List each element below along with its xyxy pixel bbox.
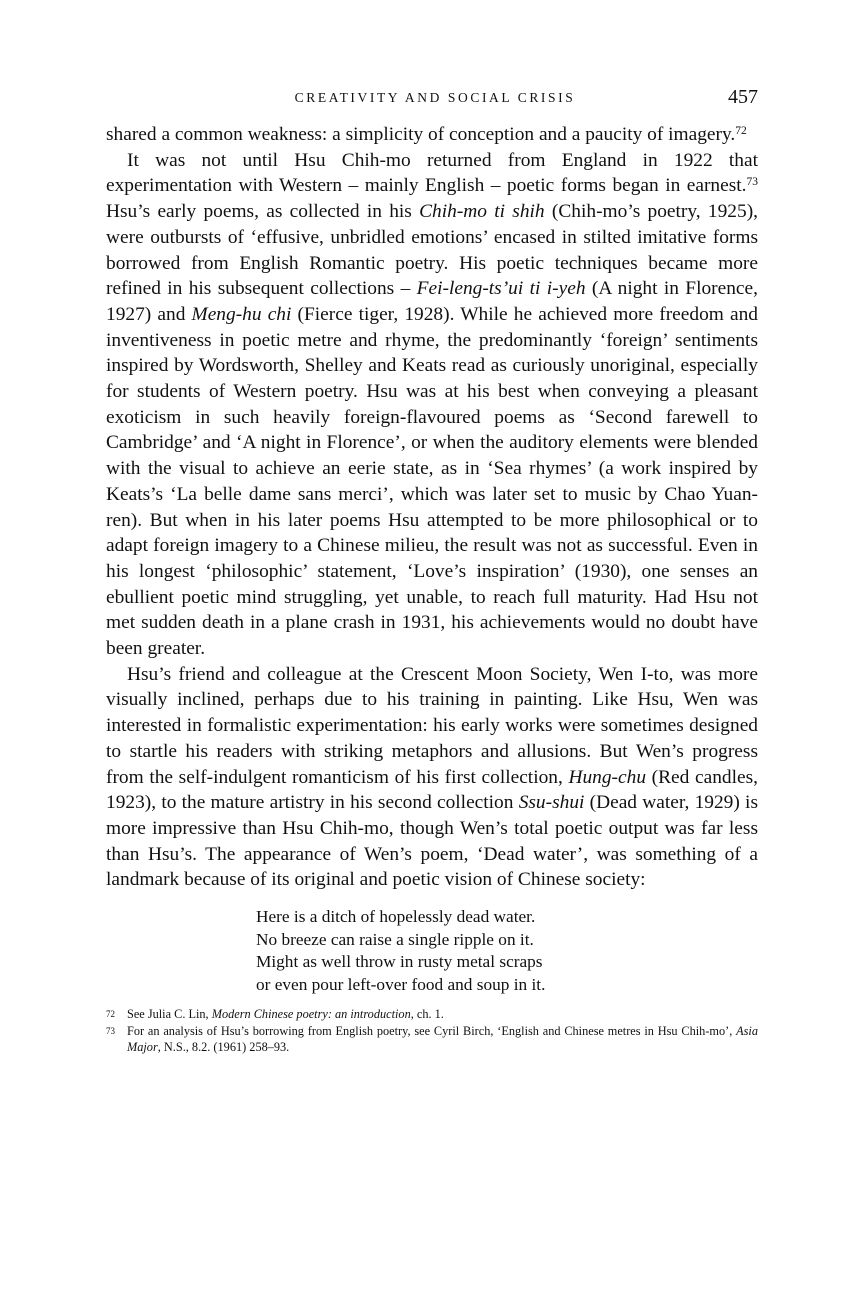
verse-line: Might as well throw in rusty metal scraps <box>256 952 543 972</box>
footnote-73 <box>106 1023 758 1056</box>
paragraph-3 <box>106 662 758 893</box>
footnotes <box>106 1006 758 1056</box>
footnote-text: See Julia C. Lin, <box>127 1007 212 1022</box>
book-title-chih-mo-ti-shih: Chih-mo ti shih <box>419 201 545 223</box>
paragraph-2-text-a: It was not until Hsu Chih-mo returned from England in 1922 that experimentation with Western – mainly English – poetic forms began in earnest. <box>106 149 758 197</box>
verse-line: Here is a ditch of hopelessly dead water. <box>256 907 536 927</box>
paragraph-1-text: shared a common weakness: a simplicity of conception and a paucity of imagery. <box>106 124 736 145</box>
page <box>106 86 758 1056</box>
paragraph-2-text-e: (Fierce tiger, 1928). While he achieved more freedom and inventiveness in poetic metre and rhyme, the predominantly ‘foreign’ sentiments inspired by Wordsworth, Shelley and Keats read as curiously unoriginal, especially for students of Western poetry. Hsu was at his best when conveying a pleasant exoticism in such heavily foreign-flavoured poems as ‘Second farewell to Cambridge’ and ‘A night in Florence’, or when the auditory elements were blended with the visual to achieve an eerie state, as in ‘Sea rhymes’ (a work inspired by Keats’s ‘La belle dame sans merci’, which was later set to music by Chao Yuan-ren). But when in his later poems Hsu attempted to be more philosophical or to adapt foreign imagery to a Chinese milieu, the result was not as successful. Even in his longest ‘philosophic’ statement, ‘Love’s inspiration’ (1930), one senses an ebullient poetic mind struggling, yet unable, to reach full maturity. Had Hsu not met sudden death in a plane crash in 1931, his achievements would no doubt have been greater. <box>106 303 758 660</box>
verse-quotation <box>256 906 758 996</box>
paragraph-2 <box>106 148 758 662</box>
paragraph-3-text-a: Hsu’s friend and colleague at the Crescent Moon Society, Wen I-to, was more visually inclined, perhaps due to his training in painting. Like Hsu, Wen was interested in formalistic experimentation: his early works were sometimes designed to startle his readers with striking metaphors and allusions. But Wen’s progress from the self-indulgent romanticism of his first collection, <box>106 663 758 788</box>
book-title-ssu-shui: Ssu-shui <box>518 792 585 814</box>
footnote-text: , N.S., 8.2. (1961) 258–93. <box>157 1040 290 1055</box>
footnote-ref-73[interactable]: 73 <box>746 176 758 189</box>
paragraph-3-text-b: (Red candles, 1923), to the mature artistry in his second collection <box>106 766 758 814</box>
footnote-text: For an analysis of Hsu’s borrowing from English poetry, see Cyril Birch, ‘English and Chinese metres in Hsu Chih-mo’, <box>127 1023 737 1038</box>
footnote-title: Asia Major <box>127 1023 758 1055</box>
verse-line: or even pour left-over food and soup in it. <box>256 974 546 994</box>
footnote-number: 73 <box>106 1025 115 1036</box>
book-title-fei-leng-tsui: Fei-leng-ts’ui ti i-yeh <box>416 278 586 300</box>
page-number: 457 <box>728 86 758 108</box>
footnote-72 <box>106 1006 758 1023</box>
footnote-ref-72[interactable]: 72 <box>735 125 747 137</box>
paragraph-2-text-c: (Chih-mo’s poetry, 1925), were outbursts of ‘effusive, unbridled emotions’ encased in stilted imitative forms borrowed from English Romantic poetry. His poetic techniques became more refined in his subsequent collections – <box>106 201 758 300</box>
running-header <box>106 86 758 110</box>
footnote-title: Modern Chinese poetry: an introduction <box>211 1007 411 1022</box>
book-title-meng-hu-chi: Meng-hu chi <box>191 303 292 325</box>
footnote-number: 72 <box>106 1009 115 1020</box>
verse-line: No breeze can raise a single ripple on it. <box>256 929 534 949</box>
footnote-text: , ch. 1. <box>410 1007 444 1022</box>
paragraph-2-text-d: (A night in Florence, 1927) and <box>106 278 758 325</box>
running-title: CREATIVITY AND SOCIAL CRISIS <box>294 90 576 105</box>
paragraph-3-text-c: (Dead water, 1929) is more impressive than Hsu Chih-mo, though Wen’s total poetic output was far less than Hsu’s. The appearance of Wen’s poem, ‘Dead water’, was something of a landmark because of its original and poetic vision of Chinese society: <box>106 792 758 891</box>
book-title-hung-chu: Hung-chu <box>568 766 647 788</box>
paragraph-1 <box>106 122 758 148</box>
paragraph-2-text-b: Hsu’s early poems, as collected in his <box>106 201 420 223</box>
